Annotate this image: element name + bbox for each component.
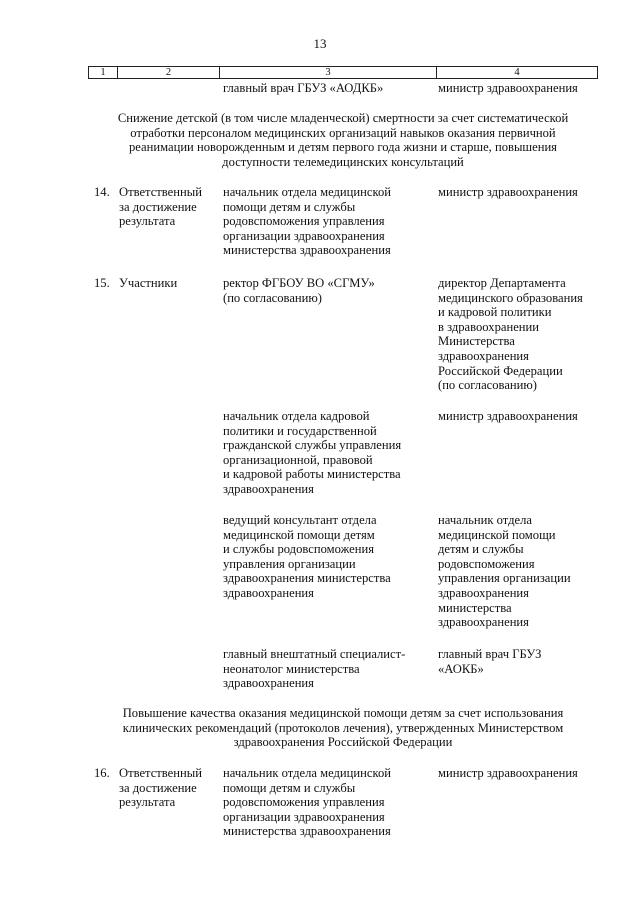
header-col-3: 3: [325, 67, 331, 78]
row-15-entry-3-col3: ведущий консультант отдела медицинской помощи детям и службы родовспоможения управления организации здравоохранения министерства здравоохранения: [223, 513, 391, 600]
row-15-entry-4-col4: главный врач ГБУЗ «АОКБ»: [438, 647, 542, 676]
row-15-entry-2-col4: министр здравоохранения: [438, 409, 578, 423]
header-col-1: 1: [100, 67, 106, 78]
row-16-label: Ответственный за достижение результата: [119, 766, 202, 810]
row-15-entry-3-col4: начальник отдела медицинской помощи детям и службы родовспоможения управления организации здравоохранения министерства здравоохранения: [438, 513, 571, 630]
section-heading-mortality: Снижение детской (в том числе младенческой) смертности за счет систематической отработки персоналом медицинских организаций навыков оказания первичной реанимации новорожденным и детям первого года жизни и старше, повышения доступности телемедицинских консультаций: [117, 111, 569, 169]
row-15-entry-1-col4: директор Департамента медицинского образования и кадровой политики в здравоохранении Министерства здравоохранения Российской Федерации (по согласованию): [438, 276, 583, 393]
row-15-entry-4-col3: главный внештатный специалист- неонатолог министерства здравоохранения: [223, 647, 406, 691]
row-15-entry-1-col3: ректор ФГБОУ ВО «СГМУ» (по согласованию): [223, 276, 375, 305]
row-15-entry-2-col3: начальник отдела кадровой политики и государственной гражданской службы управления организационной, правовой и кадровой работы министерства здравоохранения: [223, 409, 402, 496]
row-15-label: Участники: [119, 276, 178, 290]
row-16-number: 16.: [94, 766, 110, 780]
top-row-col3: главный врач ГБУЗ «АОДКБ»: [223, 81, 384, 95]
row-15-number: 15.: [94, 276, 110, 290]
top-row-col4: министр здравоохранения: [438, 81, 578, 95]
row-14-number: 14.: [94, 185, 110, 199]
row-14-col4: министр здравоохранения: [438, 185, 578, 199]
row-14-label: Ответственный за достижение результата: [119, 185, 202, 229]
header-col-4: 4: [514, 67, 520, 78]
column-number-header: [88, 66, 598, 79]
row-16-col4: министр здравоохранения: [438, 766, 578, 780]
section-heading-quality: Повышение качества оказания медицинской помощи детям за счет использования клинических рекомендаций (протоколов лечения), утвержденных Министерством здравоохранения Российской Федерации: [122, 706, 564, 750]
header-col-2: 2: [165, 67, 172, 78]
row-14-col3: начальник отдела медицинской помощи детям и службы родовспоможения управления организации здравоохранения министерства здравоохранения: [223, 185, 391, 258]
row-16-col3: начальник отдела медицинской помощи детям и службы родовспоможения управления организации здравоохранения министерства здравоохранения: [223, 766, 391, 839]
page-number: 13: [313, 36, 327, 51]
